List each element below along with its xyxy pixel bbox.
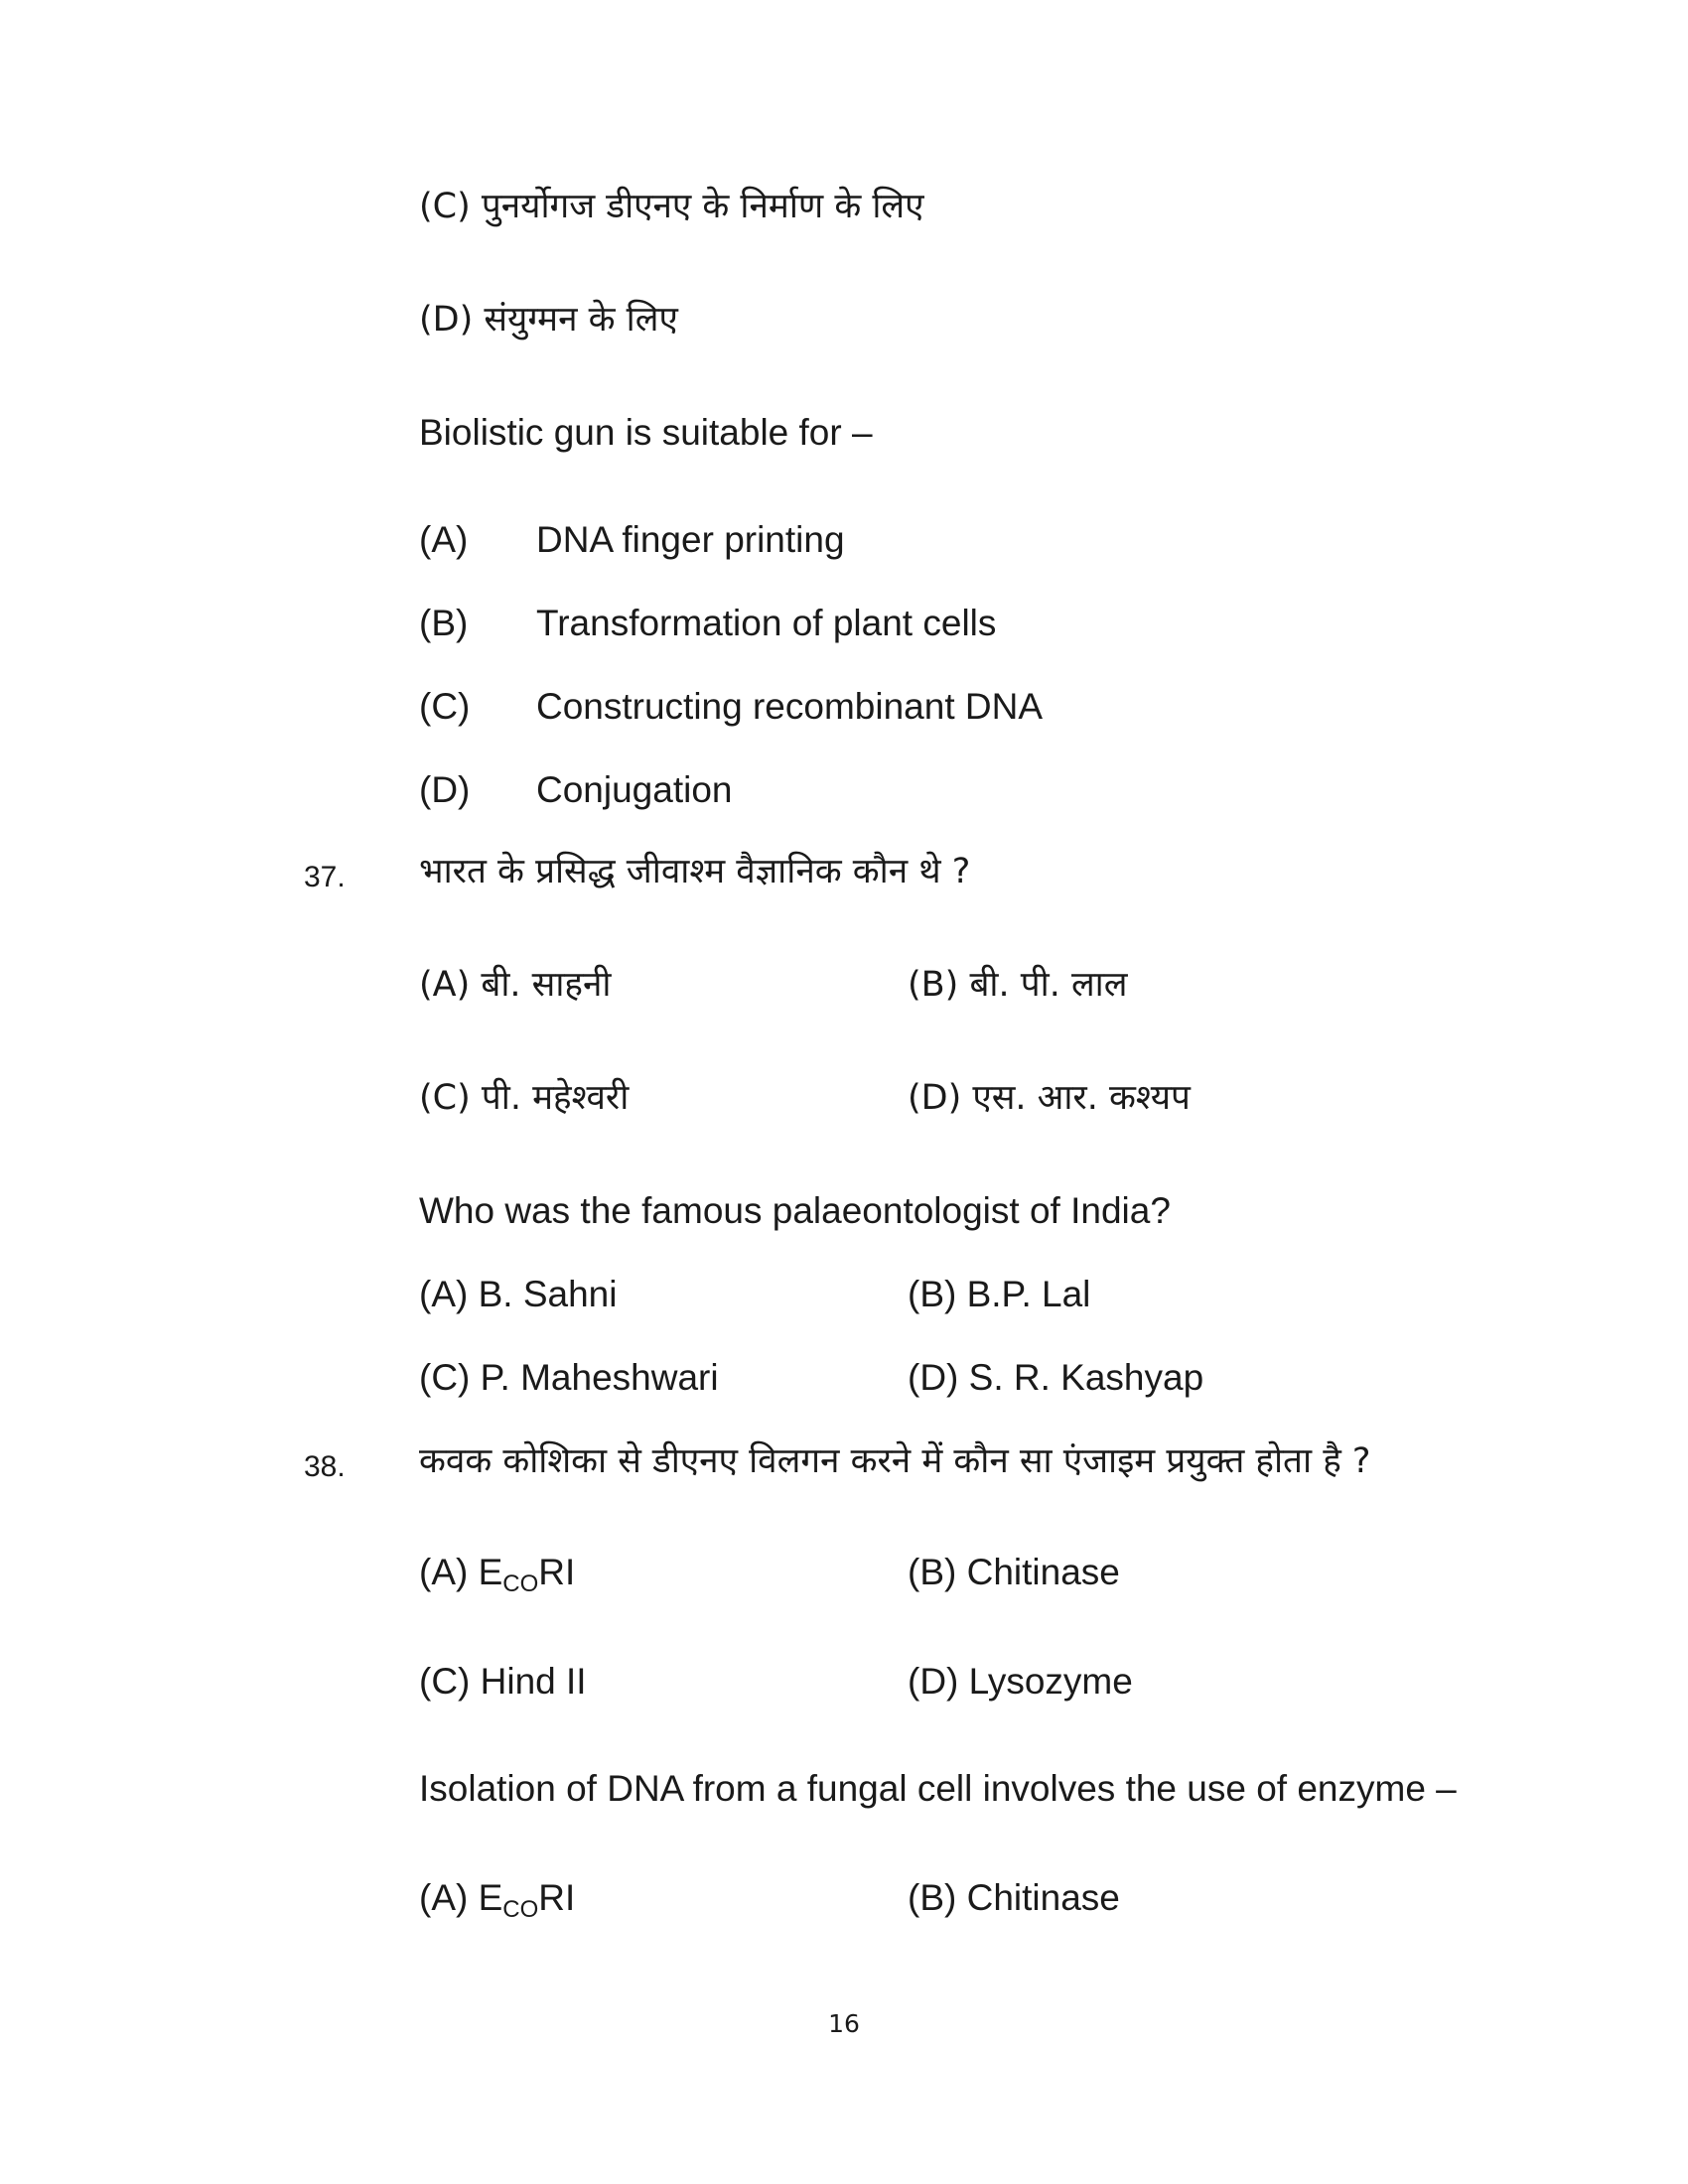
q36-hindi-option-c: (C) पुनर्योगज डीएनए के निर्माण के लिए xyxy=(419,187,924,226)
q38-hindi-option-a-suffix: RI xyxy=(538,1552,576,1592)
q38-hindi-option-a xyxy=(419,1551,575,1606)
q36-option-c-text: Constructing recombinant DNA xyxy=(536,686,1043,727)
q38-english-question: Isolation of DNA from a fungal cell involves the use of enzyme – xyxy=(419,1768,1457,1809)
q38-hindi-option-d: (D) Lysozyme xyxy=(908,1661,1133,1702)
q37-hindi-option-d: (D) एस. आर. कश्यप xyxy=(908,1078,1191,1118)
q37-hindi-option-b: (B) बी. पी. लाल xyxy=(908,965,1128,1005)
q36-option-c-key: (C) xyxy=(419,686,471,727)
q38-option-a xyxy=(419,1876,575,1932)
q36-hindi-option-d: (D) संयुग्मन के लिए xyxy=(419,300,678,340)
q38-number: 38. xyxy=(304,1450,346,1483)
q36-option-d-key: (D) xyxy=(419,769,471,810)
q37-number: 37. xyxy=(304,861,346,893)
q38-hindi-option-c: (C) Hind II xyxy=(419,1661,587,1702)
q37-option-c: (C) P. Maheshwari xyxy=(419,1357,719,1398)
q37-hindi-option-c: (C) पी. महेश्वरी xyxy=(419,1078,630,1118)
q36-english-question: Biolistic gun is suitable for – xyxy=(419,412,873,453)
q36-option-b-text: Transformation of plant cells xyxy=(536,603,997,643)
q37-hindi-question: भारत के प्रसिद्ध जीवाश्म वैज्ञानिक कौन थे ? xyxy=(419,852,971,891)
q36-option-b-key: (B) xyxy=(419,603,469,643)
q36-option-a-key: (A) xyxy=(419,519,469,560)
q37-option-d: (D) S. R. Kashyap xyxy=(908,1357,1204,1398)
q38-option-a-sub: CO xyxy=(502,1896,539,1923)
q37-option-b: (B) B.P. Lal xyxy=(908,1274,1091,1314)
q37-hindi-option-a: (A) बी. साहनी xyxy=(419,965,612,1005)
q38-option-a-suffix: RI xyxy=(538,1877,576,1918)
q38-option-b: (B) Chitinase xyxy=(908,1877,1120,1918)
page-number: 16 xyxy=(828,2009,860,2038)
q38-option-a-prefix: (A) E xyxy=(419,1877,503,1918)
q37-option-a: (A) B. Sahni xyxy=(419,1274,618,1314)
q36-option-a-text: DNA finger printing xyxy=(536,519,845,560)
q38-hindi-option-b: (B) Chitinase xyxy=(908,1552,1120,1592)
q38-hindi-option-a-prefix: (A) E xyxy=(419,1552,503,1592)
q36-option-d-text: Conjugation xyxy=(536,769,733,810)
q37-english-question: Who was the famous palaeontologist of India? xyxy=(419,1190,1171,1231)
q38-hindi-option-a-sub: CO xyxy=(502,1570,539,1597)
q38-hindi-question: कवक कोशिका से डीएनए विलगन करने में कौन सा एंजाइम प्रयुक्त होता है ? xyxy=(419,1441,1371,1481)
